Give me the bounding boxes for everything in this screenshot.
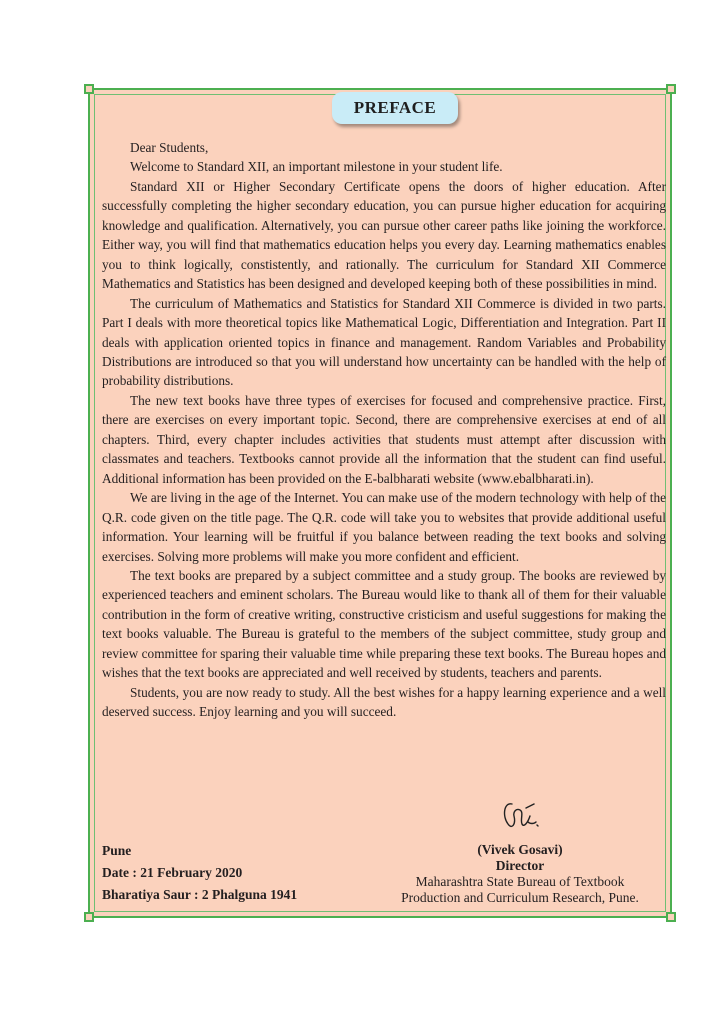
page-title: PREFACE — [332, 92, 458, 124]
paragraph: We are living in the age of the Internet. You can make use of the modern technology with help of the Q.R. code given on the title page. The Q.R. code will take you to websites that provide additional useful information. Your learning will be fruitful if you balance between reading the text books and solving exercises. Solving more problems will make you more confident and efficient. — [102, 490, 666, 564]
signature-icon — [490, 798, 550, 840]
paragraph: Standard XII or Higher Secondary Certificate opens the doors of higher education. After successfully completing the higher secondary education, you can pursue higher education for acquiring knowledge and qualification. Alternatively, you can pursue other career paths like joining the workforce. Either way, you will find that mathematics education helps you every day. Learning mathematics enables you to think logically, constistently, and rationally. The curriculum for Standard XII Commerce Mathematics and Statistics has been designed and developed keeping both of these possibilities in mind. — [102, 178, 666, 292]
paragraph: The curriculum of Mathematics and Statistics for Standard XII Commerce is divided in two parts. Part I deals with more theoretical topics like Mathematical Logic, Differentiation and Integration. Part II deals with application oriented topics in finance and management. Random Variables and Probability Distributions are introduced so that you will understand how uncertainty can be handled with the help of probability distributions. — [102, 295, 666, 389]
signatory-org-line1: Maharashtra State Bureau of Textbook — [415, 874, 625, 889]
paragraph: The new text books have three types of exercises for focused and comprehensive practice. First, there are exercises on every important topic. Second, there are comprehensive exercises at end of all chapters. Third, every chapter includes activities that students must attempt after discussion with classmates and teachers. Textbooks cannot provide all the information that the student can find useful. Additional information has been provided on the E-balbharati website (www.ebalbharati.in). — [102, 392, 666, 486]
signatory-org-line2: Production and Curriculum Research, Pune. — [401, 890, 639, 905]
date: Date : 21 February 2020 — [102, 865, 243, 880]
signatory-designation: Director — [495, 858, 545, 873]
preface-frame — [88, 88, 672, 918]
corner-ornament — [84, 84, 94, 94]
preface-body — [102, 138, 666, 722]
indian-date: Bharatiya Saur : 2 Phalguna 1941 — [102, 887, 298, 902]
corner-ornament — [84, 912, 94, 922]
paragraph: Students, you are now ready to study. All the best wishes for a happy learning experience and a well deserved success. Enjoy learning and you will succeed. — [102, 684, 666, 720]
signatory-name: (Vivek Gosavi) — [477, 842, 563, 857]
signatory-block — [380, 798, 660, 906]
salutation: Dear Students, — [130, 140, 209, 155]
place: Pune — [102, 843, 132, 858]
place-date-block — [102, 840, 297, 906]
paragraph: Welcome to Standard XII, an important milestone in your student life. — [130, 159, 503, 175]
paragraph: The text books are prepared by a subject committee and a study group. The books are reviewed by experienced teachers and eminent scholars. The Bureau would like to thank all of them for their valuable contribution in the form of creative writing, constructive cristicism and useful suggestions for making the text books valuable. The Bureau is grateful to the members of the subject committee, study group and review committee for sparing their valuable time while preparing these text books. The Bureau hopes and wishes that the text books are appreciated and well received by students, teachers and parents. — [102, 567, 666, 681]
corner-ornament — [666, 84, 676, 94]
corner-ornament — [666, 912, 676, 922]
